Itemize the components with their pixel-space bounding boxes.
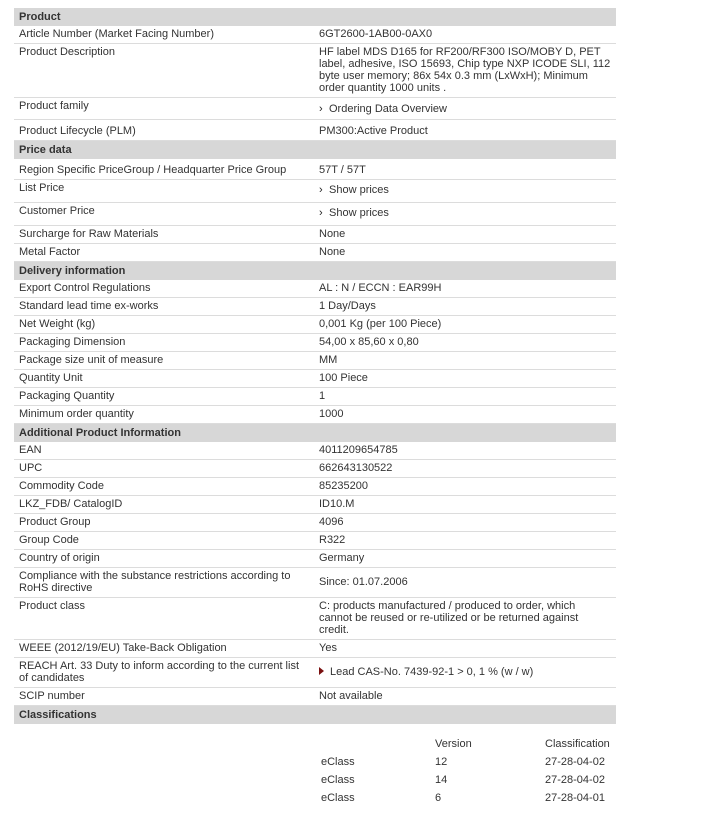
label-region-price-group: Region Specific PriceGroup / Headquarter Price Group	[19, 164, 287, 176]
label-weee: WEEE (2012/19/EU) Take-Back Obligation	[19, 642, 227, 654]
label-product-description: Product Description	[19, 46, 115, 58]
value-net-weight: 0,001 Kg (per 100 Piece)	[319, 318, 442, 330]
row-weee	[14, 640, 616, 658]
value-export-control: AL : N / ECCN : EAR99H	[319, 282, 442, 294]
label-list-price: List Price	[19, 182, 65, 194]
row-packaging-dimension	[14, 334, 616, 352]
label-packaging-quantity: Packaging Quantity	[19, 390, 115, 402]
label-surcharge-raw-materials: Surcharge for Raw Materials	[19, 228, 159, 240]
value-weee: Yes	[319, 642, 337, 654]
value-catalog-id: ID10.M	[319, 498, 355, 510]
label-catalog-id: LKZ_FDB/ CatalogID	[19, 498, 123, 510]
value-upc: 662643130522	[319, 462, 393, 474]
classifications-version-header: Version	[435, 738, 472, 750]
label-minimum-order: Minimum order quantity	[19, 408, 134, 420]
label-reach: REACH Art. 33 Duty to inform according to the current list of candidates	[19, 660, 300, 684]
label-rohs-compliance: Compliance with the substance restrictions according to RoHS directive	[19, 570, 291, 594]
label-commodity-code: Commodity Code	[19, 480, 104, 492]
row-customer-price	[14, 203, 616, 226]
product-data-sheet	[14, 8, 616, 804]
link-label: Ordering Data Overview	[329, 103, 447, 115]
chevron-right-icon: ›	[319, 207, 323, 219]
section-header-product: Product	[14, 8, 616, 26]
value-product-group: 4096	[319, 516, 344, 528]
classification-code: 27-28-04-02	[545, 756, 605, 768]
row-net-weight	[14, 316, 616, 334]
value-article-number: 6GT2600-1AB00-0AX0	[319, 28, 433, 40]
value-commodity-code: 85235200	[319, 480, 368, 492]
label-scip-number: SCIP number	[19, 690, 85, 702]
label-article-number: Article Number (Market Facing Number)	[19, 28, 214, 40]
row-product-description	[14, 44, 616, 98]
value-package-unit: MM	[319, 354, 338, 366]
label-package-unit: Package size unit of measure	[19, 354, 164, 366]
label-ean: EAN	[19, 444, 42, 456]
link-label: Lead CAS-No. 7439-92-1 > 0, 1 % (w / w)	[330, 666, 534, 678]
row-metal-factor	[14, 244, 616, 262]
row-reach	[14, 658, 616, 688]
label-group-code: Group Code	[19, 534, 79, 546]
row-commodity-code	[14, 478, 616, 496]
row-quantity-unit	[14, 370, 616, 388]
row-group-code	[14, 532, 616, 550]
row-list-price	[14, 180, 616, 203]
row-upc	[14, 460, 616, 478]
classification-system: eClass	[321, 774, 355, 786]
row-package-unit	[14, 352, 616, 370]
chevron-right-icon: ›	[319, 184, 323, 196]
classification-version: 14	[435, 774, 448, 786]
label-quantity-unit: Quantity Unit	[19, 372, 83, 384]
row-export-control	[14, 280, 616, 298]
row-rohs-compliance	[14, 568, 616, 598]
label-product-lifecycle: Product Lifecycle (PLM)	[19, 125, 136, 137]
row-product-class	[14, 598, 616, 640]
classification-version: 12	[435, 756, 448, 768]
value-lead-time: 1 Day/Days	[319, 300, 376, 312]
section-header-delivery: Delivery information	[14, 262, 616, 280]
chevron-right-icon: ›	[319, 103, 323, 115]
row-product-lifecycle	[14, 120, 616, 141]
value-rohs-compliance: Since: 01.07.2006	[319, 576, 408, 588]
classification-system: eClass	[321, 792, 355, 804]
classification-version: 6	[435, 792, 442, 804]
value-ean: 4011209654785	[319, 444, 398, 456]
value-product-lifecycle: PM300:Active Product	[319, 125, 428, 137]
value-quantity-unit: 100 Piece	[319, 372, 368, 384]
classifications-classification-header: Classification	[545, 738, 610, 750]
label-customer-price: Customer Price	[19, 205, 95, 217]
value-metal-factor: None	[319, 246, 346, 258]
link-ordering-data-overview[interactable]	[314, 98, 616, 119]
section-header-classifications: Classifications	[14, 706, 616, 724]
label-packaging-dimension: Packaging Dimension	[19, 336, 126, 348]
label-lead-time: Standard lead time ex-works	[19, 300, 159, 312]
row-scip-number	[14, 688, 616, 706]
value-packaging-quantity: 1	[319, 390, 326, 402]
classification-code: 27-28-04-02	[545, 774, 605, 786]
label-product-class: Product class	[19, 600, 86, 612]
row-surcharge-raw-materials	[14, 226, 616, 244]
row-region-price-group	[14, 159, 616, 180]
section-header-price: Price data	[14, 141, 616, 159]
row-product-group	[14, 514, 616, 532]
value-country-of-origin: Germany	[319, 552, 365, 564]
label-upc: UPC	[19, 462, 43, 474]
label-net-weight: Net Weight (kg)	[19, 318, 96, 330]
value-product-description: HF label MDS D165 for RF200/RF300 ISO/MOBY D, PET label, adhesive, ISO 15693, Chip type NXP ICODE SLI, 112 byte user memory; 86x 54x 0.3 mm (LxWxH); Minimum order quantity 1000 units .	[319, 46, 611, 94]
row-product-family	[14, 98, 616, 120]
row-ean	[14, 442, 616, 460]
section-header-additional: Additional Product Information	[14, 424, 616, 442]
label-product-group: Product Group	[19, 516, 91, 528]
row-catalog-id	[14, 496, 616, 514]
row-minimum-order	[14, 406, 616, 424]
value-minimum-order: 1000	[319, 408, 344, 420]
value-product-class: C: products manufactured / produced to order, which cannot be reused or re-utilized or be returned against credit.	[319, 600, 579, 636]
label-country-of-origin: Country of origin	[19, 552, 100, 564]
value-region-price-group: 57T / 57T	[319, 164, 366, 176]
label-metal-factor: Metal Factor	[19, 246, 81, 258]
link-label: Show prices	[329, 207, 389, 219]
value-packaging-dimension: 54,00 x 85,60 x 0,80	[319, 336, 419, 348]
row-article-number	[14, 26, 616, 44]
label-export-control: Export Control Regulations	[19, 282, 151, 294]
value-scip-number: Not available	[319, 690, 383, 702]
link-show-customer-prices[interactable]	[314, 203, 616, 225]
link-show-list-prices[interactable]	[314, 180, 616, 202]
link-reach-lead[interactable]	[314, 664, 616, 681]
row-lead-time	[14, 298, 616, 316]
classification-system: eClass	[321, 756, 355, 768]
classifications-table	[14, 724, 616, 804]
row-packaging-quantity	[14, 388, 616, 406]
classification-code: 27-28-04-01	[545, 792, 605, 804]
link-label: Show prices	[329, 184, 389, 196]
row-country-of-origin	[14, 550, 616, 568]
label-product-family: Product family	[19, 100, 89, 112]
value-group-code: R322	[319, 534, 346, 546]
value-surcharge-raw-materials: None	[319, 228, 346, 240]
triangle-right-icon	[319, 667, 324, 675]
